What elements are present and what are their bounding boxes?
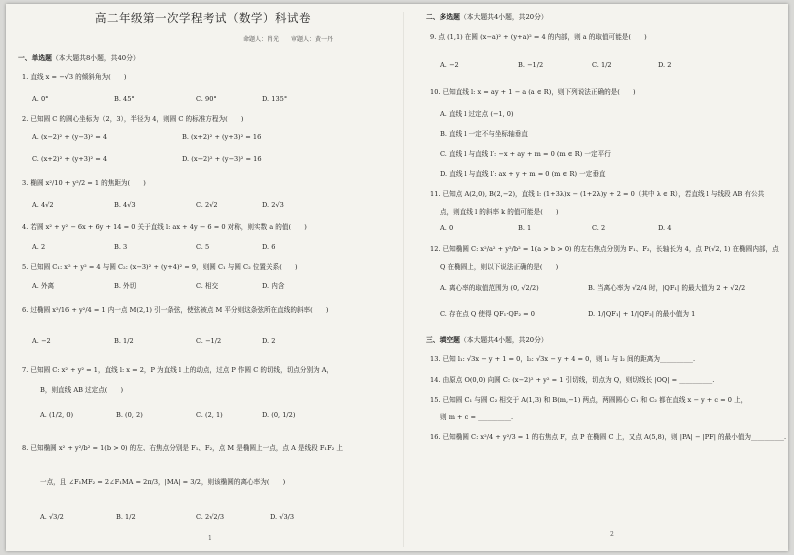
option-c: C. 1/2	[592, 61, 612, 69]
exam-authors: 命题人：肖光 审题人：黄一丹	[243, 36, 334, 43]
question-15-line-2: 则 m + c = __________.	[440, 413, 514, 421]
option-b: B. 45°	[114, 95, 135, 103]
section-subtitle: （本大题共4小题，共20分）	[459, 13, 548, 21]
option-a: A. (x−2)² + (y−3)² = 4	[32, 133, 108, 141]
option-c: C. 相交	[196, 282, 219, 290]
option-b: B. 直线 l 一定不与坐标轴垂直	[440, 130, 528, 138]
question-13: 13. 已知 l₁: √3x − y + 1 = 0，l₂: √3x − y + 4 = 0，则 l₁ 与 l₂ 间的距离为__________.	[430, 355, 696, 363]
option-a: A. 0	[440, 224, 454, 232]
question-6-stem: 6. 过椭圆 x²/16 + y²/4 = 1 内一点 M(2,1) 引一条弦，使弦被点 M 平分则这条弦所在直线的斜率( )	[22, 306, 329, 314]
option-b: B. (x+2)² + (y+3)² = 16	[182, 133, 262, 141]
page-divider	[403, 12, 404, 547]
option-a: A. √3/2	[40, 513, 64, 521]
option-a: A. (1/2, 0)	[40, 411, 74, 419]
question-7-line-2: B，则直线 AB 过定点( )	[40, 386, 124, 394]
option-d: D. 4	[658, 224, 672, 232]
question-11-line-1: 11. 已知点 A(2,0), B(2,−2)，直线 l: (1+3λ)x − (1+2λ)y + 2 = 0（其中 λ ∈ R），若直线 l 与线段 AB 有公共	[430, 190, 765, 198]
option-c: C. 2√2/3	[196, 513, 225, 521]
page-number: 1	[208, 535, 212, 542]
section-heading-single-choice	[18, 54, 140, 62]
question-7-line-1: 7. 已知圆 C: x² + y² = 1，直线 l: x = 2，P 为直线 l 上的动点，过点 P 作圆 C 的切线，切点分别为 A，	[22, 366, 334, 374]
option-d: D. 1/|QF₁| + 1/|QF₂| 的最小值为 1	[588, 310, 696, 318]
question-2-stem: 2. 已知圆 C 的圆心坐标为（2，3），半径为 4，则圆 C 的标准方程为( )	[22, 115, 244, 123]
option-a: A. −2	[32, 337, 51, 345]
option-d: D. √3/3	[270, 513, 295, 521]
question-12-line-2: Q 在椭圆上，则以下说法正确的是( )	[440, 263, 559, 271]
question-1-stem: 1. 直线 x = −√3 的倾斜角为( )	[22, 73, 127, 81]
section-title: 一、单选题	[18, 54, 52, 62]
option-d: D. 2	[262, 337, 276, 345]
question-9-stem: 9. 点 (1,1) 在圆 (x−a)² + (y+a)² = 4 的内部，则 a 的取值可能是( )	[430, 33, 647, 41]
option-d: D. 2	[658, 61, 672, 69]
exam-title: 高二年级第一次学程考试（数学）科试卷	[95, 11, 311, 25]
option-d: D. (x−2)² + (y−3)² = 16	[182, 155, 262, 163]
option-c: C. −1/2	[196, 337, 222, 345]
question-16: 16. 已知椭圆 C: x²/4 + y²/3 = 1 的右焦点 F，点 P 在椭圆 C 上，又点 A(5,8)，则 |PA| − |PF| 的最小值为__________.	[430, 433, 787, 441]
option-b: B. 4√3	[114, 201, 136, 209]
question-8-line-2: 一点，且 ∠F₁MF₂ = 2∠F₁MA = 2π/3，|MA| = 3/2，则该椭圆的离心率为( )	[40, 478, 286, 486]
question-10-stem: 10. 已知直线 l: x = ay + 1 − a (a ∈ R)，则下列说法正确的是( )	[430, 88, 636, 96]
option-c: C. 直线 l 与直线 l′: −x + ay + m = 0 (m ∈ R) 一定平行	[440, 150, 611, 158]
section-title: 三、填空题	[426, 336, 460, 344]
option-b: B. 1/2	[114, 337, 134, 345]
option-d: D. 直线 l 与直线 l′: ax + y + m = 0 (m ∈ R) 一定垂直	[440, 170, 606, 178]
option-a: A. −2	[440, 61, 459, 69]
question-4-stem: 4. 若圆 x² + y² − 6x + 6y + 14 = 0 关于直线 l: ax + 4y − 6 = 0 对称，则实数 a 的值( )	[22, 223, 307, 231]
option-d: D. 6	[262, 243, 276, 251]
question-3-stem: 3. 椭圆 x²/10 + y²/2 = 1 的焦距为( )	[22, 179, 146, 187]
option-b: B. 当离心率为 √2/4 时，|QF₁| 的最大值为 2 + √2/2	[588, 284, 746, 292]
option-a: A. 2	[32, 243, 46, 251]
section-heading-fill-in	[426, 336, 548, 344]
page-number: 2	[610, 531, 614, 538]
option-a: A. 外离	[32, 282, 55, 290]
option-c: C. 2	[592, 224, 606, 232]
option-c: C. 5	[196, 243, 210, 251]
option-b: B. (0, 2)	[116, 411, 143, 419]
option-a: A. 离心率的取值范围为 (0, √2/2)	[440, 284, 539, 292]
question-12-line-1: 12. 已知椭圆 C: x²/a² + y²/b² = 1(a > b > 0) 的左右焦点分别为 F₁、F₂，长轴长为 4，点 P(√2, 1) 在椭圆内部，点	[430, 245, 779, 253]
section-subtitle: （本大题共4小题，共20分）	[459, 336, 548, 344]
option-d: D. (0, 1/2)	[262, 411, 296, 419]
option-a: A. 4√2	[32, 201, 54, 209]
option-c: C. 2√2	[196, 201, 218, 209]
option-d: D. 135°	[262, 95, 288, 103]
option-c: C. (x+2)² + (y+3)² = 4	[32, 155, 108, 163]
question-11-line-2: 点，则直线 l 的斜率 k 的值可能是( )	[440, 208, 559, 216]
question-15-line-1: 15. 已知圆 C₁ 与圆 C₂ 相交于 A(1,3) 和 B(m,−1) 两点，两圆圆心 C₁ 和 C₂ 都在直线 x − y + c = 0 上，	[430, 396, 748, 404]
question-8-line-1: 8. 已知椭圆 x² + y²/b² = 1(b > 0) 的左、右焦点分别是 F₁、F₂，点 M 是椭圆上一点，点 A 是线段 F₁F₂ 上	[22, 444, 343, 452]
option-b: B. 外切	[114, 282, 137, 290]
section-subtitle: （本大题共8小题，共40分）	[51, 54, 140, 62]
question-5-stem: 5. 已知圆 C₁: x² + y² = 4 与圆 C₂: (x−3)² + (y+4)² = 9，则圆 C₁ 与圆 C₂ 位置关系( )	[22, 263, 298, 271]
question-14: 14. 由原点 O(0,0) 向圆 C: (x−2)² + y² = 1 引切线，切点为 Q，则切线长 |OQ| = __________.	[430, 376, 715, 384]
option-c: C. (2, 1)	[196, 411, 223, 419]
option-a: A. 0°	[32, 95, 49, 103]
option-c: C. 90°	[196, 95, 217, 103]
option-b: B. 1	[518, 224, 532, 232]
section-title: 二、多选题	[426, 13, 460, 21]
option-d: D. 2√3	[262, 201, 284, 209]
option-d: D. 内含	[262, 282, 285, 290]
option-b: B. 1/2	[116, 513, 136, 521]
exam-paper	[6, 4, 788, 551]
option-c: C. 存在点 Q 使得 QF₁·QF₂ = 0	[440, 310, 535, 318]
option-a: A. 直线 l 过定点 (−1, 0)	[440, 110, 514, 118]
option-b: B. 3	[114, 243, 128, 251]
option-b: B. −1/2	[518, 61, 544, 69]
section-heading-multiple-choice	[426, 13, 548, 21]
